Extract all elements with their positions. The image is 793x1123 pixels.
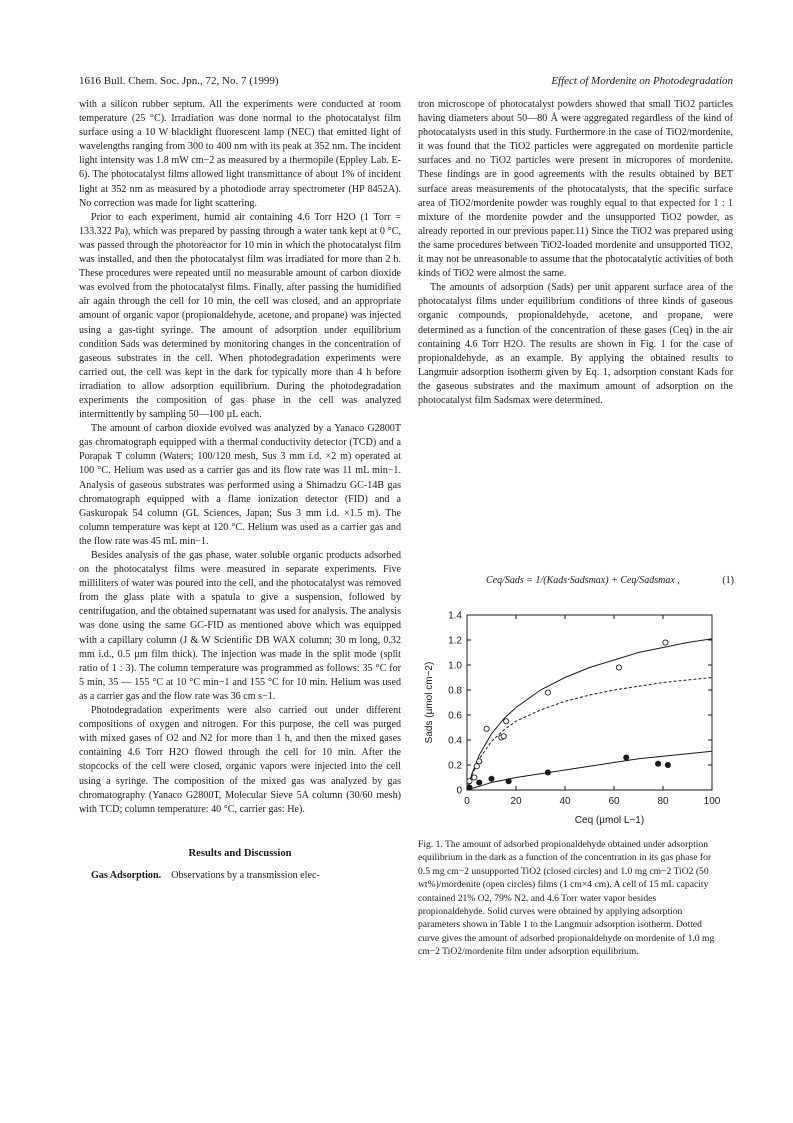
paragraph — [79, 869, 401, 883]
x-tick-label: 20 — [510, 796, 522, 807]
y-tick-label: 0.8 — [448, 685, 462, 697]
y-tick-label: 0.2 — [448, 760, 462, 772]
left-column — [79, 98, 401, 883]
running-header-citation: 1616 Bull. Chem. Soc. Jpn., 72, No. 7 (1999) — [79, 75, 279, 87]
isotherm-curve-solid — [467, 751, 712, 790]
data-point-open — [501, 734, 506, 739]
x-tick-label: 60 — [608, 796, 620, 807]
paragraph: The amounts of adsorption (Sads) per unit apparent surface area of the photocatalyst films under equilibrium conditions of three kinds of gaseous organic compounds, propionaldehyde, acetone, and propane, were determined as a function of the concentration of these gases (Ceq) in the air containing 4.6 Torr H2O. The results are shown in Fig. 1 for the case of propionaldehyde, as an example. By applying the obtained results to Langmuir adsorption isotherm given by Eq. 1, adsorption constant Kads for the gaseous substrates and the maximum amount of adsorption on the photocatalyst film Sadsmax were determined. — [418, 282, 733, 406]
paragraph: with a silicon rubber septum. All the experiments were conducted at room temperature (25 °C). Irradiation was done normal to the photocatalyst film surface using a 10 W blacklight fluorescent lamp (NEC) that emitted light of wavelengths ranging from 300 to 400 nm with its peak at 352 nm. The incident light intensity was 1.8 mW cm−2 as measured by a thermopile (Eppley Lab. E-6). The photocatalyst films allowed light transmittance of about 1% of incident light at 352 nm as measured by a photodiode array spectrometer (HP 8452A). No correction was made for light scattering. — [79, 99, 401, 209]
x-tick-label: 0 — [464, 796, 470, 807]
data-point-filled — [506, 779, 511, 784]
section-title: Results and Discussion — [188, 847, 292, 859]
x-axis-label: Ceq (µmol L−1) — [574, 815, 645, 826]
data-point-filled — [545, 770, 550, 775]
x-tick-label: 40 — [559, 796, 571, 807]
isotherm-curve-solid — [467, 639, 712, 790]
y-tick-label: 0.6 — [448, 710, 462, 722]
data-point-open — [467, 779, 472, 784]
paragraph: Photodegradation experiments were also carried out under different compositions of oxygen and nitrogen. For this purpose, the cell was purged with mixed gases of O2 and N2 for more than 1 h, and then the mixed gases containing 4.6 Torr H2O flowed through the cell for 10 min. After the stopcocks of the cell were closed, organic vapors were injected into the cell using a syringe. The composition of the mixed gas was analyzed by gas chromatography (Yanaco G2800T, Molecular Sieve 5A column (30/60 mesh) with TCD; column temperature: 40 °C, carrier gas: He). — [79, 705, 401, 815]
x-tick-label: 80 — [657, 796, 669, 807]
data-point-filled — [477, 780, 482, 785]
paragraph: Besides analysis of the gas phase, water soluble organic products adsorbed on the photocatalyst films were measured in separate experiments. Five milliliters of water was poured into the cell, and the photocatalyst was removed from the glass plate with a spatula to give a suspension, followed by centrifugation, and the obtained supernatant was used for analysis. The analysis was done using the same GC-FID as mentioned above which was equipped with a capillary column (J & W Scientific DB WAX column; 30 m long, 0.32 mm i.d., 0.5 µm film thick). The injection was made in the split mode (split ratio of 1 : 3). The column temperature was programmed as follows: 35 °C for 5 min, 35 — 155 °C at 10 °C min−1 and 155 °C for 10 min. Helium was used as a carrier gas and the flow rate was 36 cm s−1. — [79, 550, 401, 702]
figure-1 — [412, 605, 737, 835]
data-point-open — [477, 759, 482, 764]
data-point-filled — [665, 762, 670, 767]
adsorption-chart — [412, 605, 737, 835]
data-point-open — [472, 775, 477, 780]
plot-frame — [467, 615, 712, 790]
data-point-open — [474, 764, 479, 769]
paragraph: The amount of carbon dioxide evolved was analyzed by a Yanaco G2800T gas chromatograph equipped with a thermal conductivity detector (TCD) and a Porapak T column (Waters; 100/120 mesh, Sus 3 mm i.d. ×2 m) operated at 100 °C. Helium was used as a carrier gas and its flow rate was 11 mL min−1. Analysis of gaseous substrates was performed using a Shimadzu GC-14B gas chromatograph equipped with a flame ionization detector (FID) and a Gaskuropak 54 column (GL Sciences, Japan; Sus 3 mm i.d. ×1.5 m). The column temperature was kept at 120 °C. Helium was used as a carrier gas and the flow rate was 45 mL min−1. — [79, 423, 401, 547]
run-in-heading: Gas Adsorption. — [91, 869, 162, 881]
data-point-open — [484, 726, 489, 731]
running-header-title: Effect of Mordenite on Photodegradation — [551, 75, 733, 87]
paragraph: Prior to each experiment, humid air containing 4.6 Torr H2O (1 Torr = 133.322 Pa), which was prepared by passing through a water tank kept at 0 °C, was passed through the photoreactor for 10 min in which the photocatalyst film was installed, and then the photocatalyst film was irradiated for more than 2 h. These procedures were repeated until no measurable amount of carbon dioxide was evolved from the photocatalyst films. Finally, after passing the humidified air again through the cell for 10 min, the cell was closed, and an appropriate amount of organic vapor (propionaldehyde, acetone, and propane) was injected using a gas-tight syringe. The amount of adsorption under equilibrium condition Sads was determined by monitoring changes in the concentration of gaseous substrates in the cell. When photodegradation experiments were carried out, the cell was kept in the dark for typically more than 4 h before irradiation to allow adsorption equilibrium. During the photodegradation experiments the composition of gas phase in the cell was analyzed intermittently by sampling 50—100 µL each. — [79, 211, 401, 421]
data-point-filled — [489, 776, 494, 781]
y-axis-label: Sads (µmol cm−2) — [424, 661, 435, 744]
right-column — [418, 98, 733, 408]
y-tick-label: 1.2 — [448, 635, 462, 647]
equation — [486, 575, 734, 586]
equation-text: Ceq/Sads = 1/(Kads·Sadsmax) + Ceq/Sadsmax , — [486, 575, 680, 586]
caption-text: The amount of adsorbed propionaldehyde obtained under adsorption equilibrium in the dark as a function of the concentration in its gas phase for 0.5 mg cm−2 unsupported TiO2 (closed circles) and 1.0 mg cm−2 TiO2 (50 wt%)/mordenite (open circles) films (1 cm×4 cm). A cell of 15 mL capacity contained 21% O2, 79% N2, and 4.6 Torr water vapor besides propionaldehyde. Solid curves were obtained by applying adsorption parameters shown in Table 1 to the Langmuir adsorption isotherm. Dotted curve gives the amount of adsorbed propionaldehyde on mordenite of 1.0 mg cm−2 TiO2/mordenite film under adsorption equilibrium. — [418, 839, 715, 958]
data-point-open — [545, 690, 550, 695]
figure-caption — [418, 838, 718, 959]
data-point-open — [616, 665, 621, 670]
data-point-filled — [656, 761, 661, 766]
y-tick-label: 1.0 — [448, 660, 462, 672]
data-point-filled — [624, 755, 629, 760]
caption-label: Fig. 1. — [418, 839, 443, 850]
data-point-open — [663, 640, 668, 645]
paragraph-text: Observations by a transmission elec- — [171, 869, 320, 881]
y-tick-label: 1.4 — [448, 610, 462, 622]
data-point-filled — [467, 785, 472, 790]
y-tick-label: 0 — [456, 785, 462, 797]
equation-number: (1) — [722, 575, 734, 586]
paragraph: tron microscope of photocatalyst powders showed that small TiO2 particles having diameters about 50—80 Å were aggregated regardless of the kind of photocatalysts used in this study. Furthermore in the case of TiO2/mordenite, it was found that the TiO2 particles were aggregated on mordenite particle surfaces and no TiO2 particles were present in micropores of mordenite. These findings are in good agreements with the results obtained by BET surface areas measurements of the photocatalysts, that the specific surface area of TiO2/mordenite powder was roughly equal to that expected for 1 : 1 mixture of the mordenite powder and the unsupported TiO2 powder, as already reported in our previous paper.11) Since the TiO2 was prepared using the same procedures between TiO2-loaded mordenite and unsupported TiO2, it may not be unreasonable to assume that the photocatalytic activities of both kinds of TiO2 were almost the same. — [418, 99, 733, 280]
x-tick-label: 100 — [703, 796, 721, 807]
y-tick-label: 0.4 — [448, 735, 462, 747]
data-point-open — [504, 719, 509, 724]
